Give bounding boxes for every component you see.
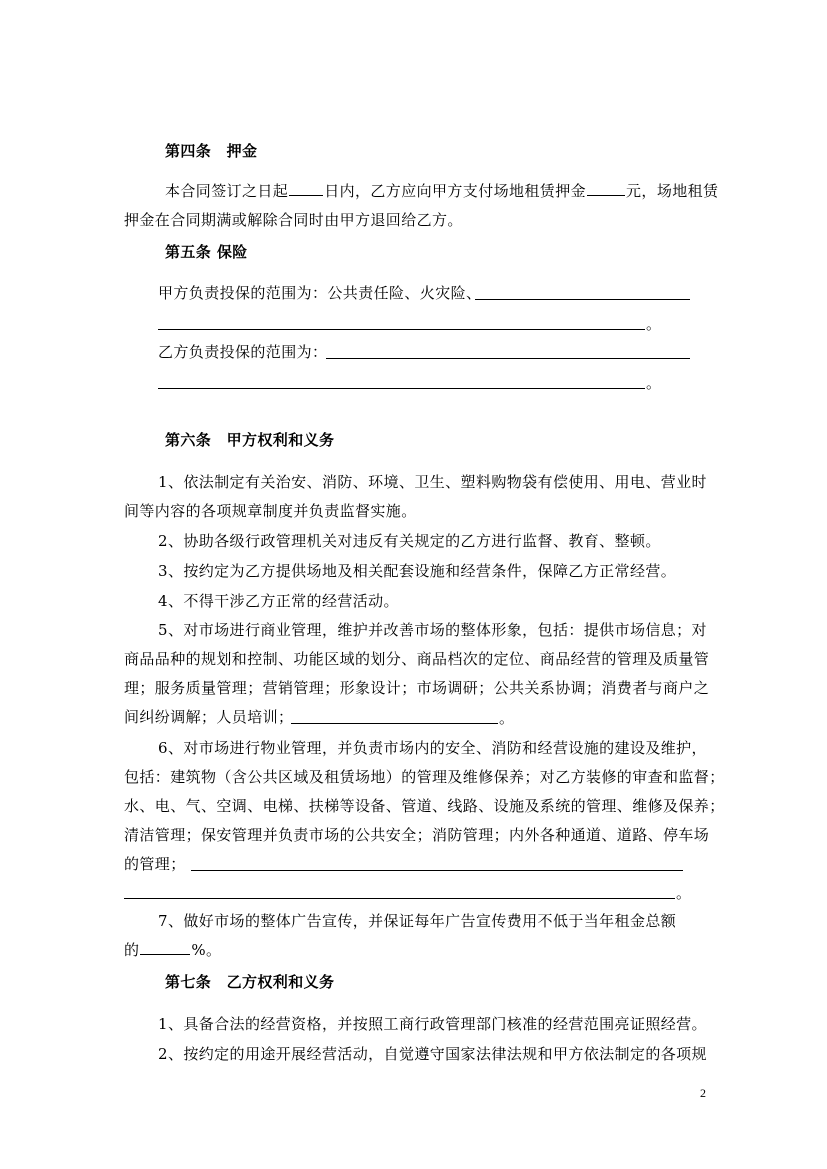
text-segment: 日内，乙方应向甲方支付场地租赁押金 <box>324 182 587 200</box>
blank-line <box>124 898 675 899</box>
article-6-p5-line-1: 5、对市场进行商业管理，维护并改善市场的整体形象，包括：提供市场信息；对 <box>158 621 707 639</box>
party-a-insurance-label: 甲方负责投保的范围为：公共责任险、火灾险、 <box>158 284 482 302</box>
article-6-p5-line-2: 商品品种的规划和控制、功能区域的划分、商品档次的定位、商品经营的管理及质量管 <box>124 650 710 668</box>
blank-field-percent <box>140 940 190 955</box>
period: 。 <box>676 884 692 902</box>
article-6-p3: 3、按约定为乙方提供场地及相关配套设施和经营条件，保障乙方正常经营。 <box>158 562 677 580</box>
article-6-p4: 4、不得干涉乙方正常的经营活动。 <box>158 592 399 610</box>
blank-field-days <box>289 181 323 196</box>
article-6-p6-line-3: 水、电、气、空调、电梯、扶梯等设备、管道、线路、设施及系统的管理、维修及保养； <box>124 797 725 815</box>
period: 。 <box>646 315 662 333</box>
article-6-p6-line-4: 清洁管理；保安管理并负责市场的公共安全；消防管理；内外各种通道、道路、停车场 <box>124 826 710 844</box>
text-segment: %。 <box>191 941 222 959</box>
article-6-p7-line-1: 7、做好市场的整体广告宣传，并保证每年广告宣传费用不低于当年租金总额 <box>158 912 677 930</box>
text-segment: 元，场地租赁 <box>626 182 719 200</box>
blank-field-deposit <box>587 181 625 196</box>
blank-line <box>158 388 645 389</box>
article-7-p2: 2、按约定的用途开展经营活动，自觉遵守国家法律法规和甲方依法制定的各项规 <box>158 1045 707 1063</box>
blank-line <box>191 870 683 871</box>
article-5-heading: 第五条 保险 <box>165 243 248 261</box>
text-segment: 本合同签订之日起 <box>165 182 289 200</box>
article-6-p2: 2、协助各级行政管理机关对违反有关规定的乙方进行监督、教育、整顿。 <box>158 532 661 550</box>
article-6-p6-line-2: 包括：建筑物（含公共区域及租赁场地）的管理及维修保养；对乙方装修的审查和监督； <box>124 768 725 786</box>
article-6-p1-line-1: 1、依法制定有关治安、消防、环境、卫生、塑料购物袋有偿使用、用电、营业时 <box>158 473 707 491</box>
article-6-p1-line-2: 间等内容的各项规章制度并负责监督实施。 <box>124 502 417 520</box>
blank-line <box>326 358 690 359</box>
page-number: 2 <box>700 1086 706 1100</box>
period: 。 <box>499 709 515 727</box>
article-6-p5-line-4: 间纠纷调解；人员培训； <box>124 708 294 726</box>
article-6-p5-line-3: 理；服务质量管理；营销管理；形象设计；市场调研；公共关系协调；消费者与商户之 <box>124 679 710 697</box>
article-4-line-2: 押金在合同期满或解除合同时由甲方退回给乙方。 <box>124 211 463 229</box>
article-6-heading: 第六条 甲方权利和义务 <box>165 431 335 449</box>
party-b-insurance-label: 乙方负责投保的范围为： <box>158 343 328 361</box>
article-6-p6-line-5: 的管理； <box>124 855 186 873</box>
article-6-p7-line-2 <box>124 940 221 960</box>
blank-line <box>291 723 498 724</box>
article-4-line-1 <box>165 181 718 201</box>
article-6-p6-line-1: 6、对市场进行物业管理，并负责市场内的安全、消防和经营设施的建设及维护， <box>158 739 707 757</box>
text-segment: 的 <box>124 941 140 959</box>
blank-line <box>475 299 690 300</box>
article-7-p1: 1、具备合法的经营资格，并按照工商行政管理部门核准的经营范围亮证照经营。 <box>158 1015 707 1033</box>
article-7-heading: 第七条 乙方权利和义务 <box>165 973 335 991</box>
blank-line <box>158 329 645 330</box>
period: 。 <box>646 374 662 392</box>
article-4-heading: 第四条 押金 <box>165 142 258 160</box>
